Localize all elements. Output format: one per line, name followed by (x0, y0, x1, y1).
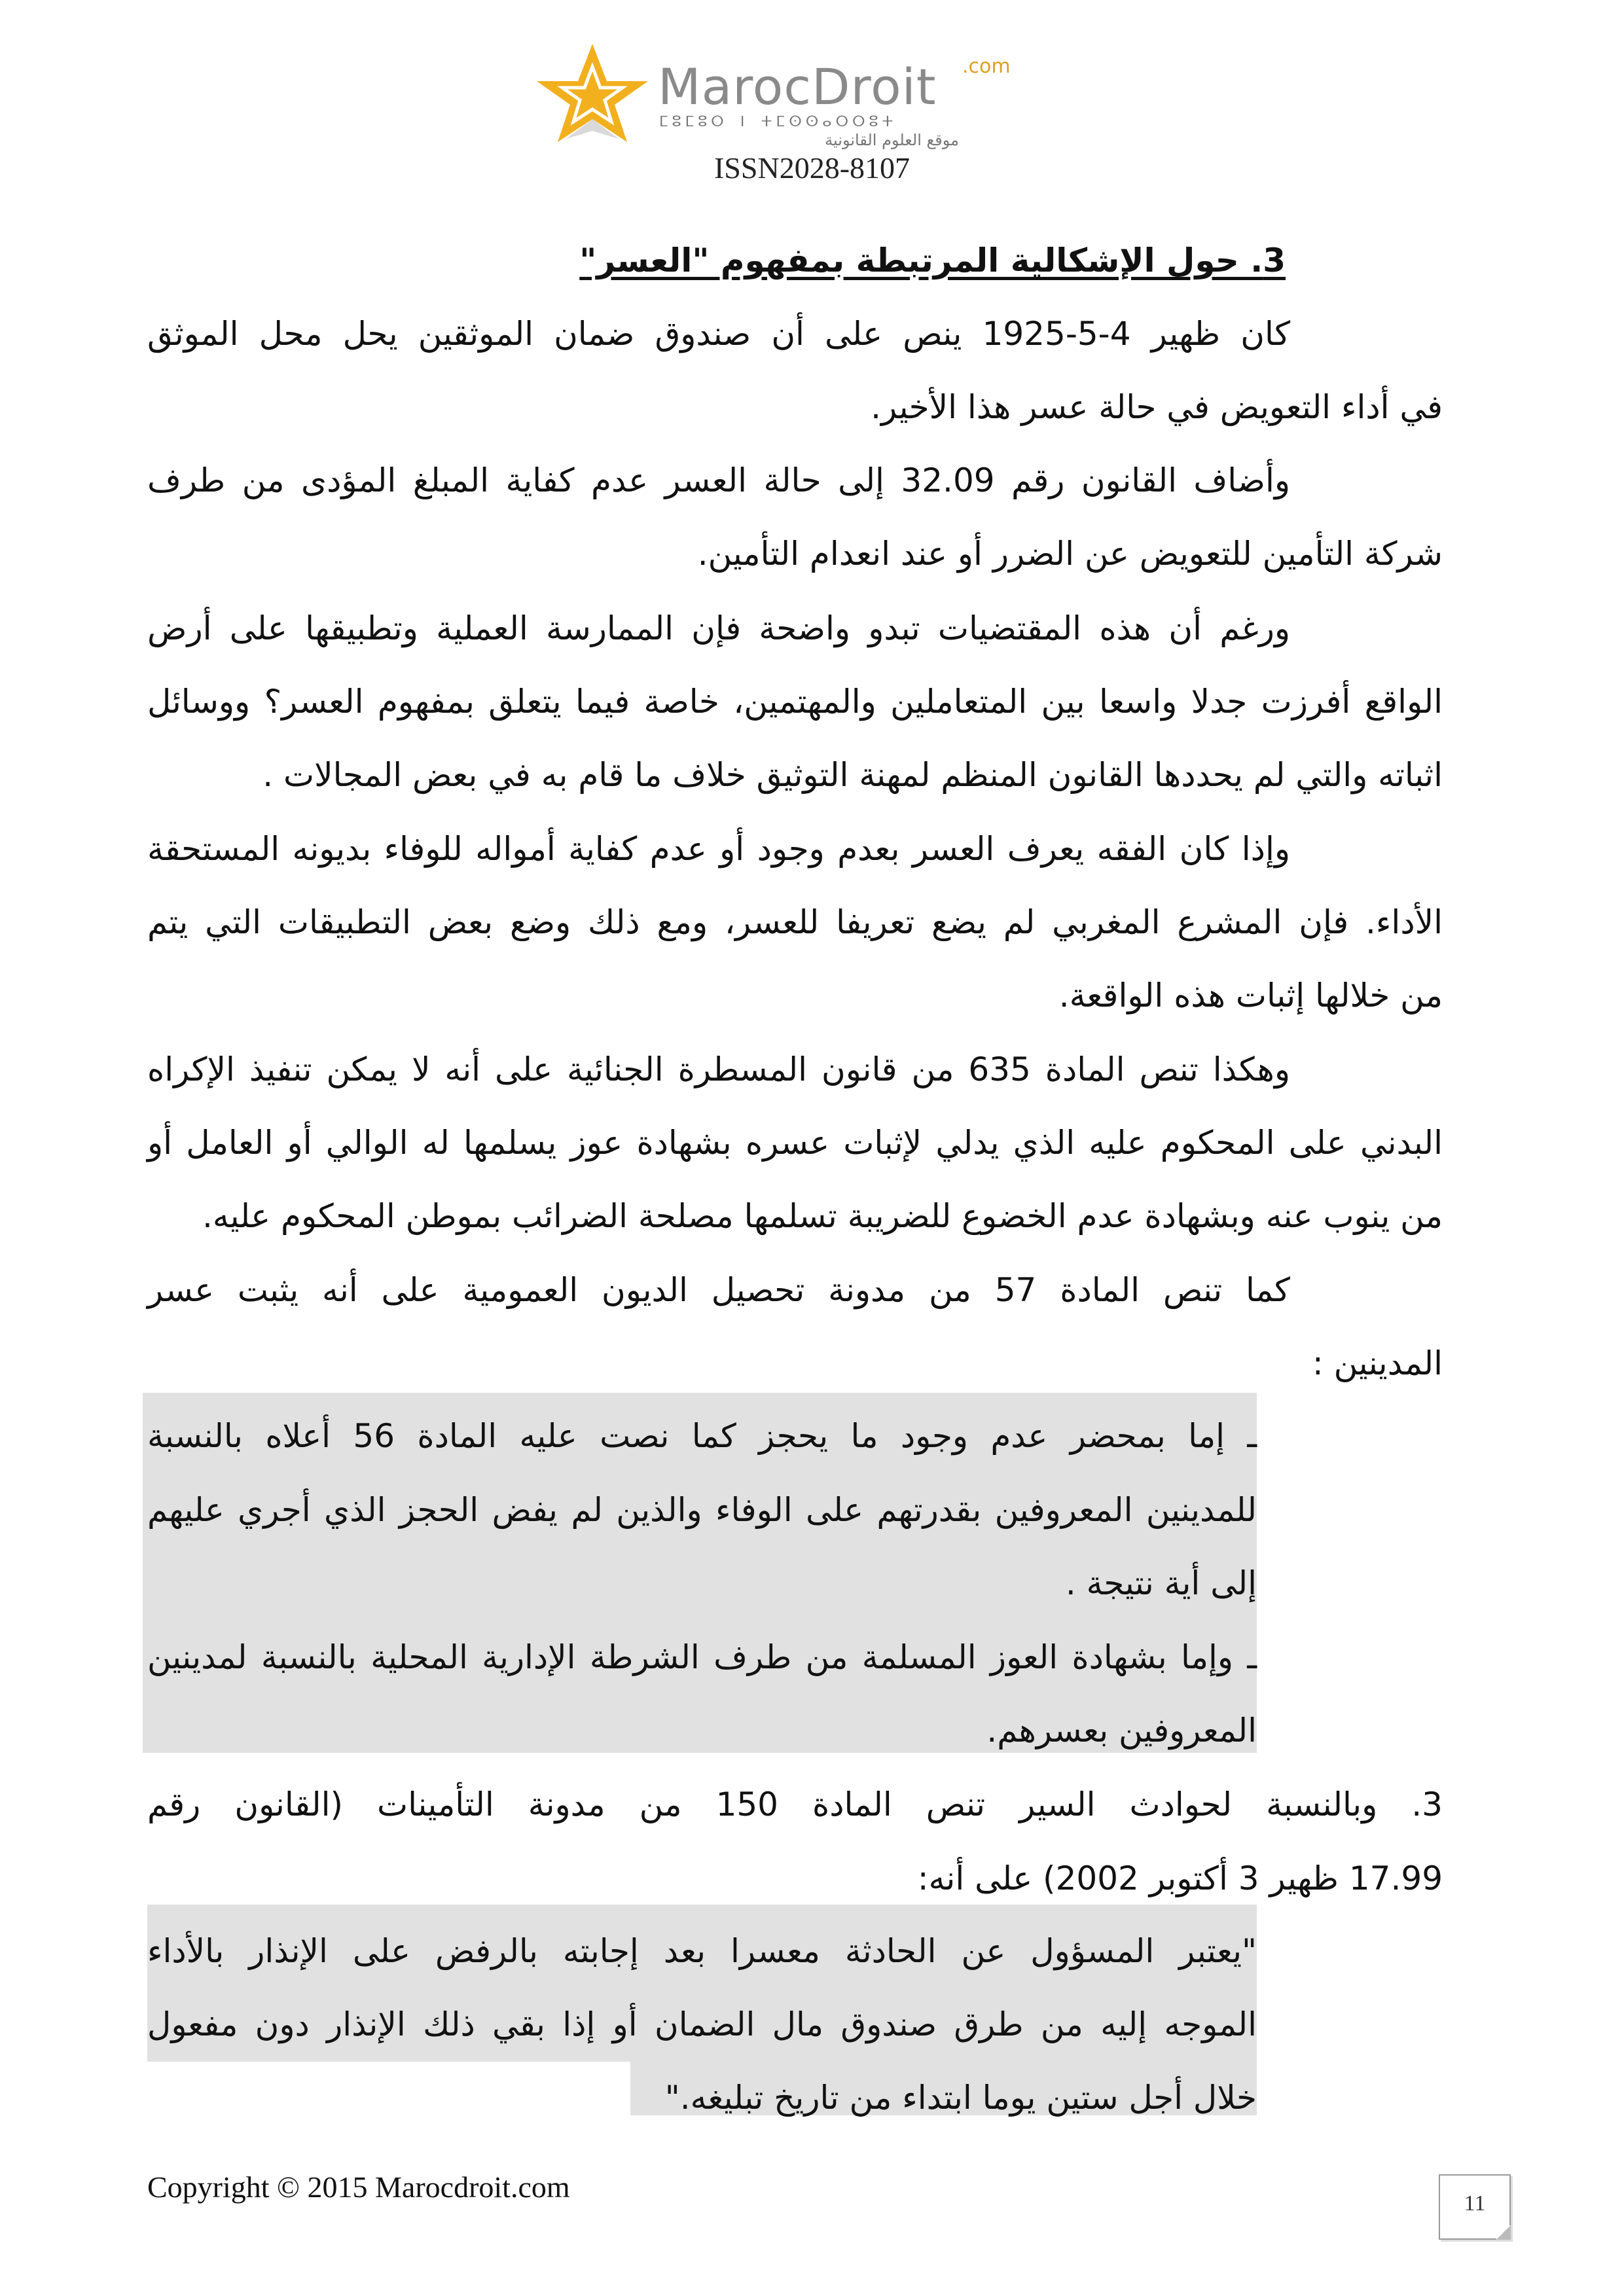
copyright: Copyright © 2015 Marocdroit.com (147, 2170, 570, 2204)
paragraph-line: الأداء. فإن المشرع المغربي لم يضع تعريفا للعسر، ومع ذلك وضع بعض التطبيقات التي يتم (147, 903, 1443, 941)
paragraph-line: ورغم أن هذه المقتضيات تبدو واضحة فإن الممارسة العملية وتطبيقها على أرض (147, 609, 1290, 647)
brand-tagline: موقع العلوم القانونية (825, 131, 959, 149)
quote-line: خلال أجل ستين يوما ابتداء من تاريخ تبليغه." (664, 2079, 1257, 2117)
paragraph-line: اثباته والتي لم يحددها القانون المنظم لمهنة التوثيق خلاف ما قام به في بعض المجالات . (262, 756, 1443, 794)
paragraph-line: في أداء التعويض في حالة عسر هذا الأخير. (871, 388, 1443, 426)
quote-line: الموجه إليه من طرق صندوق مال الضمان أو إذا بقي ذلك الإنذار دون مفعول (147, 2005, 1257, 2043)
paragraph-line: من خلالها إثبات هذه الواقعة. (1058, 977, 1443, 1014)
paragraph-line: وإذا كان الفقه يعرف العسر بعدم وجود أو عدم كفاية أمواله للوفاء بديونه المستحقة (147, 830, 1290, 868)
paragraph-line: البدني على المحكوم عليه الذي يدلي لإثبات عسره بشهادة عوز يسلمها له الوالي أو العامل أو (147, 1124, 1443, 1162)
list-item-line: ـ وإما بشهادة العوز المسلمة من طرف الشرطة الإدارية المحلية بالنسبة لمدينين (147, 1638, 1257, 1676)
page-number-box (1439, 2174, 1511, 2240)
paragraph-line: 17.99 ظهير 3 أكتوبر 2002) على أنه: (917, 1859, 1443, 1897)
paragraph-line: شركة التأمين للتعويض عن الضرر أو عند انعدام التأمين. (697, 535, 1443, 573)
list-item-line: إلى أية نتيجة . (1065, 1564, 1257, 1602)
brand-tifinagh: ⵎⵓⵎⵓⵔ ⵏ ⵜⵎⵙⵙⴰⵔⵔⵓⵜ (659, 114, 897, 130)
list-item-line: للمدينين المعروفين بقدرتهم على الوفاء والذين لم يفض الحجز الذي أجري عليهم (147, 1491, 1257, 1529)
page-number: 11 (1464, 2191, 1486, 2215)
brand-suffix: .com (962, 55, 1011, 78)
star-logo-icon (527, 41, 658, 145)
paragraph-line: كان ظهير 4-5-1925 ينص على أن صندوق ضمان الموثقين يحل محل الموثق (147, 315, 1291, 353)
site-logo (527, 41, 1064, 152)
paragraph-line: المدينين : (1312, 1344, 1443, 1382)
paragraph-line: وهكذا تنص المادة 635 من قانون المسطرة الجنائية على أنه لا يمكن تنفيذ الإكراه (147, 1050, 1290, 1088)
paragraph-line: الواقع أفرزت جدلا واسعا بين المتعاملين والمهتمين، خاصة فيما يتعلق بمفهوم العسر؟ ووسائل (147, 683, 1443, 721)
quote-line: "يعتبر المسؤول عن الحادثة معسرا بعد إجابته بالرفض على الإنذار بالأداء (147, 1932, 1257, 1970)
paragraph-line: كما تنص المادة 57 من مدونة تحصيل الديون العمومية على أنه يثبت عسر (147, 1271, 1290, 1309)
paragraph-line: من ينوب عنه وبشهادة عدم الخضوع للضريبة تسلمها مصلحة الضرائب بموطن المحكوم عليه. (202, 1197, 1443, 1235)
brand-name: MarocDroit (658, 58, 937, 116)
list-item-line: المعروفين بعسرهم. (986, 1712, 1257, 1749)
list-item-line: ـ إما بمحضر عدم وجود ما يحجز كما نصت عليه المادة 56 أعلاه بالنسبة (147, 1417, 1257, 1455)
section-heading: 3. حول الإشكالية المرتبطة بمفهوم "العسر" (579, 242, 1286, 279)
paragraph-line: وأضاف القانون رقم 32.09 إلى حالة العسر عدم كفاية المبلغ المؤدى من طرف (147, 461, 1290, 499)
issn: ISSN2028-8107 (713, 151, 911, 185)
paragraph-line: 3. وبالنسبة لحوادث السير تنص المادة 150 من مدونة التأمينات (القانون رقم (147, 1785, 1443, 1823)
